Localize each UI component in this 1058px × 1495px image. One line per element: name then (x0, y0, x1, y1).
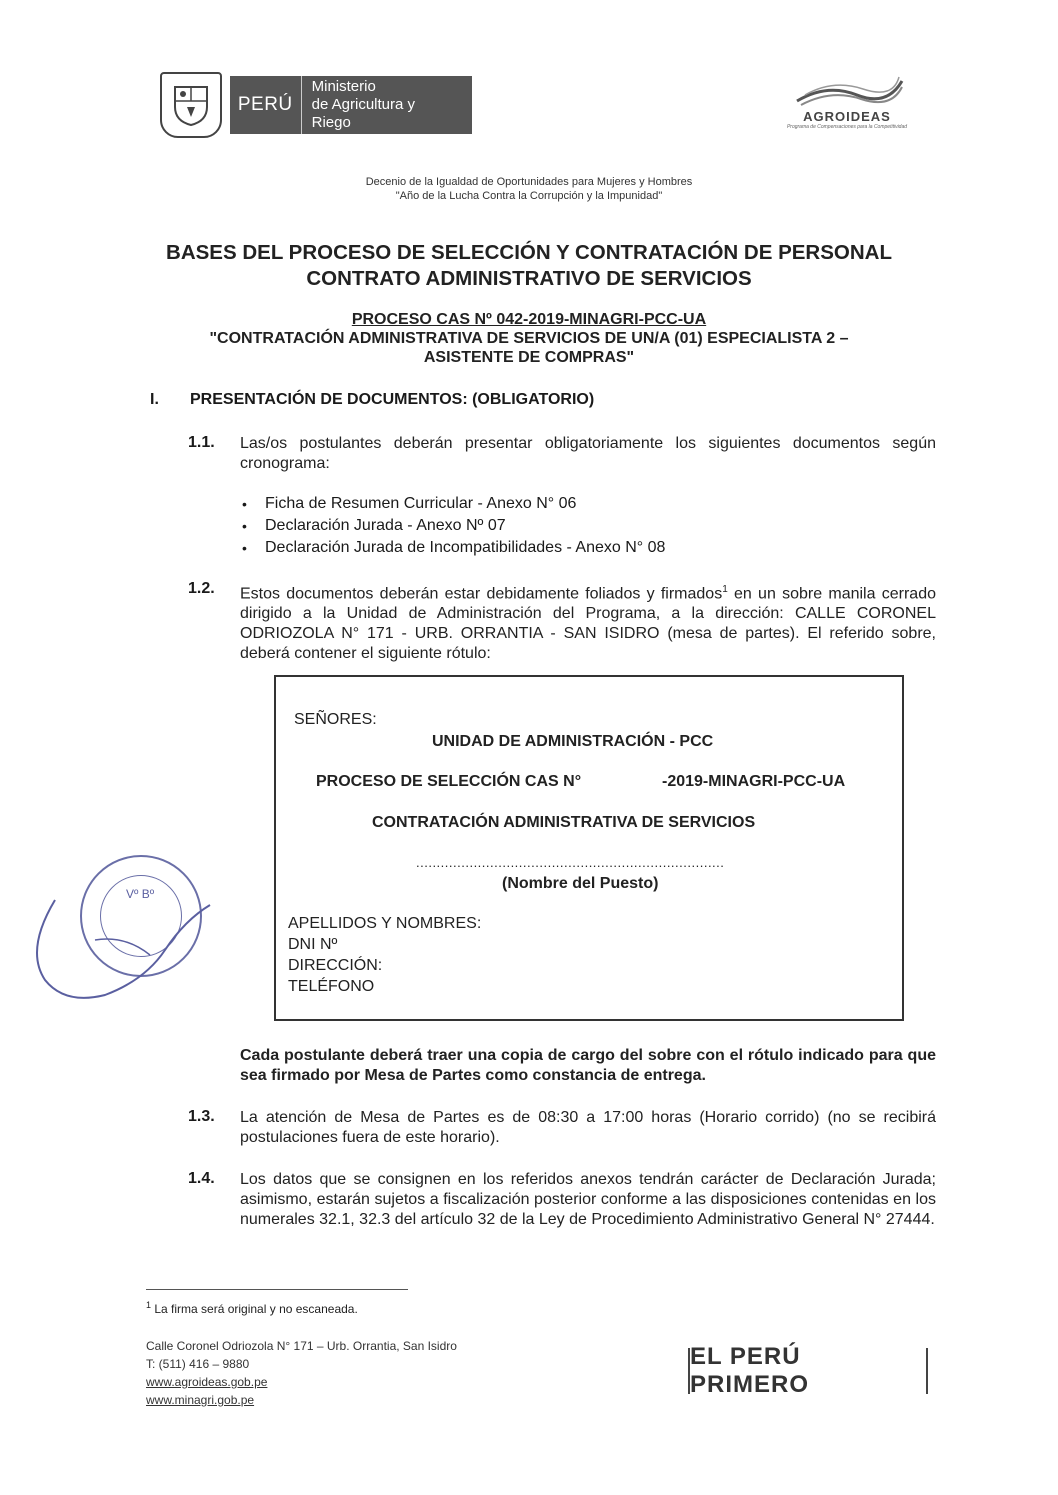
process-code: PROCESO CAS Nº 042-2019-MINAGRI-PCC-UA (351, 311, 707, 328)
rotulo-puesto: (Nombre del Puesto) (502, 875, 659, 892)
footnote-number: 1 (146, 1300, 152, 1310)
envelope-label-box (274, 675, 904, 1021)
stamp-vb-text: Vº Bº (126, 887, 155, 901)
list-item: • Declaración Jurada de Incompatibilidades - Anexo N° 08 (240, 537, 665, 559)
title-line1: BASES DEL PROCESO DE SELECCIÓN Y CONTRATACIÓN DE PERSONAL (166, 241, 892, 264)
section-number: I. (150, 391, 159, 408)
rotulo-senores: SEÑORES: (294, 711, 377, 728)
rotulo-proceso-code: -2019-MINAGRI-PCC-UA (662, 773, 846, 790)
peru-label: PERÚ (230, 76, 301, 134)
coat-of-arms-icon (160, 72, 222, 138)
decenio-line1: Decenio de la Igualdad de Oportunidades para Mujeres y Hombres (365, 176, 693, 188)
rotulo-direccion: DIRECCIÓN: (288, 957, 383, 974)
footnote (146, 1300, 358, 1316)
agroideas-tagline: Programa de Compensaciones para la Competitividad (786, 124, 908, 130)
item-1-2-number: 1.2. (188, 580, 215, 597)
item-1-4-number: 1.4. (188, 1170, 215, 1187)
footer-link-minagri[interactable]: www.minagri.gob.pe (146, 1393, 255, 1407)
process-title (0, 310, 1058, 367)
section-title: PRESENTACIÓN DE DOCUMENTOS: (OBLIGATORIO) (190, 391, 595, 408)
cargo-note: Cada postulante deberá traer una copia de cargo del sobre con el rótulo indicado para que sea firmado por Mesa de Partes como constancia de entrega. (240, 1047, 936, 1084)
item-1-1-text: Las/os postulantes deberán presentar obligatoriamente los siguientes documentos según cronograma: (240, 435, 936, 472)
ministry-label (301, 76, 472, 134)
item-1-3-number: 1.3. (188, 1108, 215, 1125)
rotulo-dots: ........................................................................... (416, 855, 725, 870)
item-1-3-text: La atención de Mesa de Partes es de 08:30 a 17:00 horas (Horario corrido) (no se recibirá postulaciones fuera de este horario). (240, 1109, 936, 1146)
item-1-1-number: 1.1. (188, 434, 215, 451)
document-title (0, 240, 1058, 292)
footnote-ref: 1 (722, 584, 728, 595)
list-item: • Declaración Jurada - Anexo Nº 07 (240, 515, 665, 537)
slogan-logo: EL PERÚ PRIMERO (688, 1348, 928, 1394)
footer-contact (146, 1337, 457, 1409)
footnote-divider (146, 1289, 408, 1290)
footer-phone: T: (511) 416 – 9880 (146, 1357, 250, 1371)
process-desc-line1: "CONTRATACIÓN ADMINISTRATIVA DE SERVICIOS DE UN/A (01) ESPECIALISTA 2 – (209, 330, 849, 347)
footnote-text: La firma será original y no escaneada. (151, 1302, 358, 1316)
rotulo-proceso: PROCESO DE SELECCIÓN CAS N° (316, 773, 582, 790)
item-1-4-text: Los datos que se consignen en los referidos anexos tendrán carácter de Declaración Jurada; asimismo, estarán sujetos a fiscalización posterior conforme a las disposiciones contenidas en los numerales 32.1, 32.3 del artículo 32 de la Ley de Procedimiento Administrativo General N° 27444. (240, 1171, 936, 1228)
signature-icon (25, 880, 215, 1010)
footer-address: Calle Coronel Odriozola N° 171 – Urb. Orrantia, San Isidro (146, 1339, 457, 1353)
item-1-2-text-a: Estos documentos deberán estar debidamente foliados y firmados (240, 585, 723, 603)
agroideas-wave-icon (787, 75, 907, 109)
title-line2: CONTRATO ADMINISTRATIVO DE SERVICIOS (306, 267, 752, 290)
rotulo-dni: DNI Nº (288, 936, 338, 953)
decenio-text (0, 175, 1058, 203)
rotulo-apellidos: APELLIDOS Y NOMBRES: (288, 915, 482, 932)
footer-link-agroideas[interactable]: www.agroideas.gob.pe (146, 1375, 268, 1389)
document-list (240, 493, 665, 559)
ministry-line1: Ministerio (311, 78, 376, 95)
process-desc-line2: ASISTENTE DE COMPRAS" (423, 349, 635, 366)
agroideas-logo (782, 75, 912, 145)
item-1-2-text (240, 580, 936, 664)
minagri-logo (160, 70, 472, 140)
rotulo-unidad: UNIDAD DE ADMINISTRACIÓN - PCC (432, 733, 714, 750)
rotulo-contratacion: CONTRATACIÓN ADMINISTRATIVA DE SERVICIOS (372, 814, 756, 831)
agroideas-name: AGROIDEAS (803, 109, 891, 124)
rotulo-telefono: TELÉFONO (288, 978, 375, 995)
item-1-2-text-b: en un sobre manila cerrado dirigido a la Unidad de Administración del Programa, a la dirección: CALLE CORONEL ODRIOZOLA N° 171 - URB. ORRANTIA - SAN ISIDRO (mesa de partes). El referido sobre, deberá contener el siguiente rótulo: (240, 585, 936, 663)
decenio-line2: "Año de la Lucha Contra la Corrupción y la Impunidad" (395, 190, 663, 202)
list-item: • Ficha de Resumen Curricular - Anexo N° 06 (240, 493, 665, 515)
ministry-line2: de Agricultura y Riego (311, 96, 416, 131)
